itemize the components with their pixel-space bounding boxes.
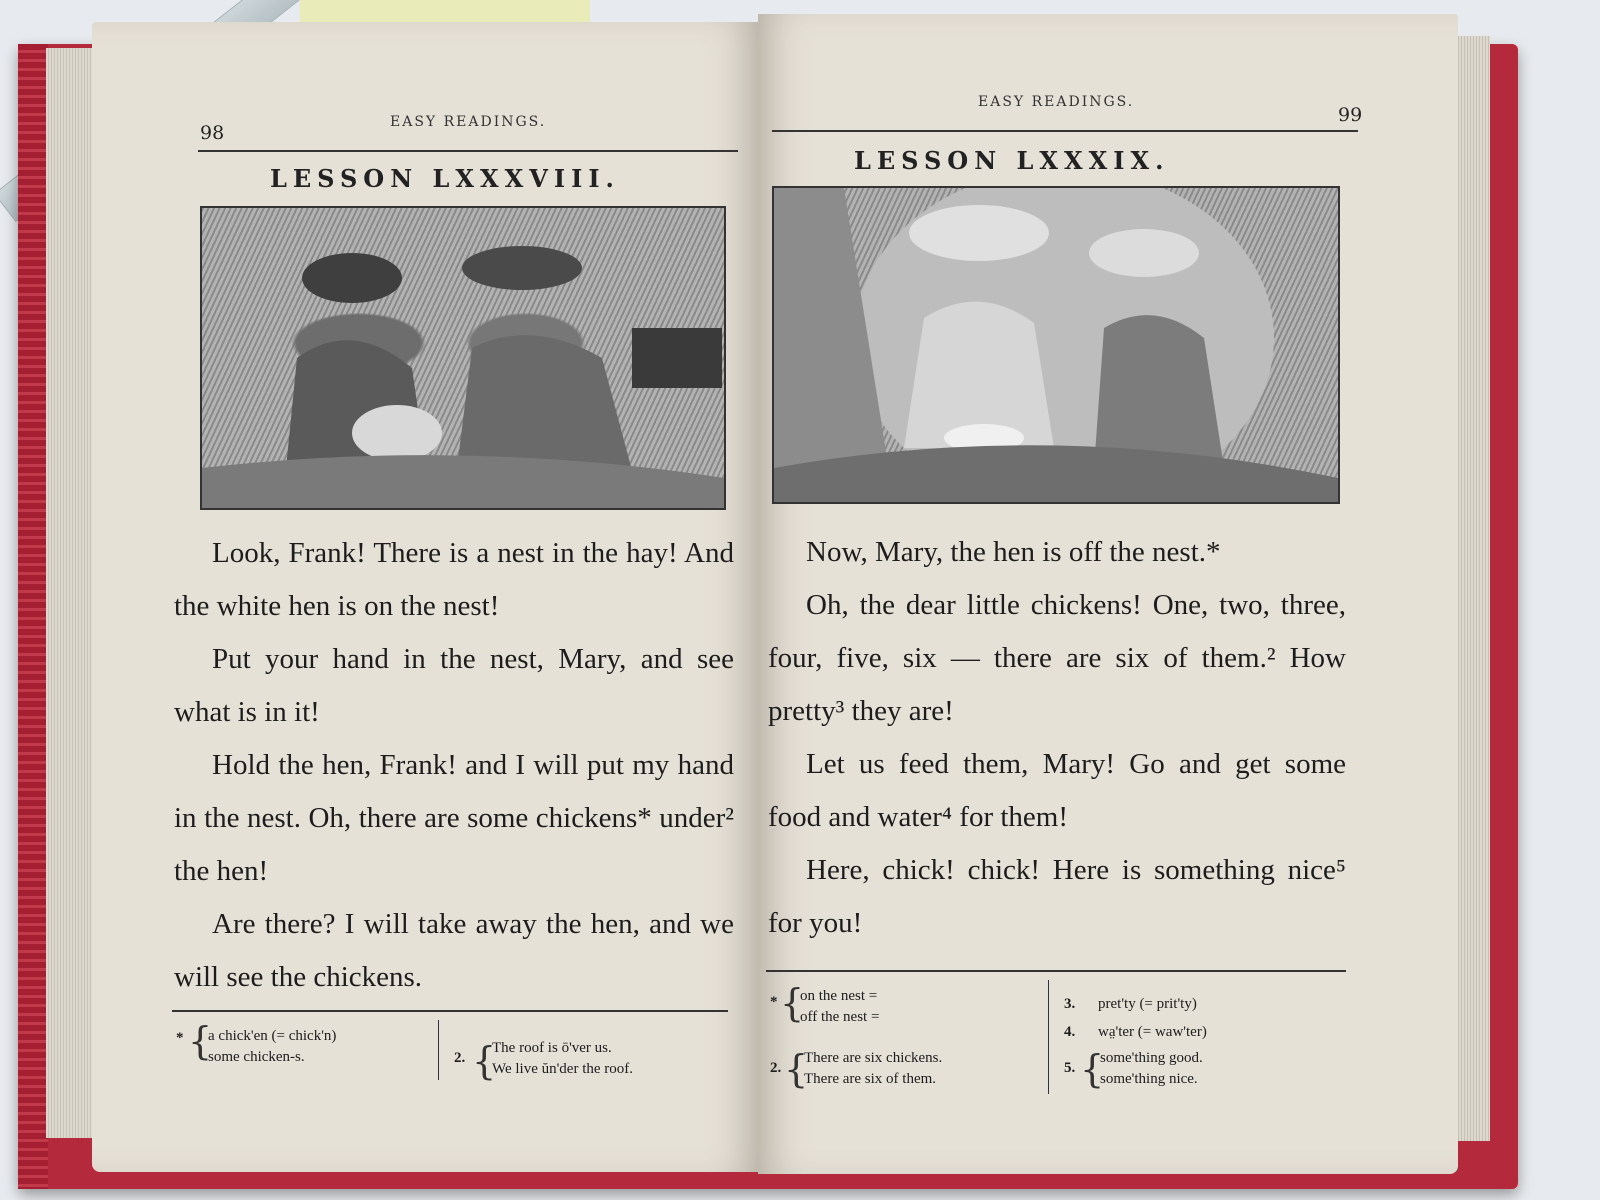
footnote-mark: 3.	[1064, 996, 1076, 1012]
footnote-mark: 2.	[454, 1050, 466, 1066]
footnote-line: off the nest =	[800, 1009, 880, 1025]
paragraph: Now, Mary, the hen is off the nest.*	[806, 536, 1221, 568]
footnote-mark: 2.	[770, 1060, 782, 1076]
left-page-stack	[46, 48, 96, 1138]
illustration-children-with-hen	[200, 206, 726, 510]
footnote-mark: *	[176, 1030, 184, 1046]
footnote-line: There are six chickens.	[804, 1050, 943, 1066]
right-page	[758, 14, 1458, 1174]
footnote-divider	[1048, 980, 1049, 1094]
paragraph: Let us feed them, Mary! Go and get some food and water⁴ for them!	[768, 748, 1346, 833]
running-head: EASY READINGS.	[978, 94, 1135, 110]
footnote	[1064, 994, 1354, 1015]
footnote-line: There are six of them.	[804, 1071, 937, 1087]
footnote-line: on the nest =	[800, 988, 878, 1004]
footnote-divider	[438, 1020, 439, 1080]
footnote-mark: *	[770, 994, 778, 1010]
left-page	[92, 22, 758, 1172]
lesson-title: LESSON LXXXVIII.	[270, 164, 620, 193]
footnote-line: some'thing nice.	[1100, 1071, 1198, 1087]
cover-spine-edge	[18, 44, 48, 1189]
footnote-line: some'thing good.	[1100, 1050, 1203, 1066]
footnote-line: pret'ty (= prit'ty)	[1098, 996, 1197, 1012]
page-number: 99	[1338, 104, 1363, 126]
footnote-rule	[766, 970, 1346, 972]
brace: {	[780, 981, 805, 1025]
running-head: EASY READINGS.	[390, 114, 547, 130]
brace: {	[188, 1019, 213, 1063]
footnote	[1064, 1022, 1354, 1043]
footnote-rule	[172, 1010, 728, 1012]
header-rule	[772, 130, 1358, 132]
footnote-line: wa̤'ter (= waw'ter)	[1098, 1024, 1207, 1040]
header-rule	[198, 150, 738, 152]
footnote-line: We live ŭn'der the roof.	[492, 1061, 634, 1077]
footnote-mark: 4.	[1064, 1024, 1076, 1040]
paragraph: Are there? I will take away the hen, and we will see the chickens.	[174, 908, 734, 993]
paragraph: Put your hand in the nest, Mary, and see what is in it!	[174, 643, 734, 728]
footnote	[1064, 1048, 1354, 1090]
brace: {	[472, 1039, 497, 1083]
lesson-title: LESSON LXXXIX.	[854, 146, 1170, 175]
footnote-line: a chick'en (= chick'n)	[208, 1028, 337, 1044]
paragraph: Here, chick! chick! Here is something nice⁵ for you!	[768, 854, 1346, 939]
paragraph: Hold the hen, Frank! and I will put my hand in the nest. Oh, there are some chickens* under² the hen!	[174, 749, 734, 887]
lesson-text	[768, 526, 1346, 950]
paragraph: Look, Frank! There is a nest in the hay! And the white hen is on the nest!	[174, 537, 734, 622]
footnote	[176, 1019, 426, 1068]
footnote-line: some chicken-s.	[208, 1049, 305, 1065]
footnote	[770, 981, 1040, 1028]
footnote	[454, 1038, 734, 1083]
paragraph: Oh, the dear little chickens! One, two, three, four, five, six — there are six of them.² How pretty³ they are!	[768, 589, 1346, 727]
footnote-line: The roof is ō'ver us.	[492, 1040, 612, 1056]
footnote	[770, 1048, 1040, 1090]
footnote-mark: 5.	[1064, 1060, 1076, 1076]
brace: {	[784, 1047, 809, 1091]
lesson-text	[174, 527, 734, 1004]
brace: {	[1080, 1047, 1105, 1091]
illustration-children-with-chickens	[772, 186, 1340, 504]
page-number: 98	[200, 122, 225, 144]
